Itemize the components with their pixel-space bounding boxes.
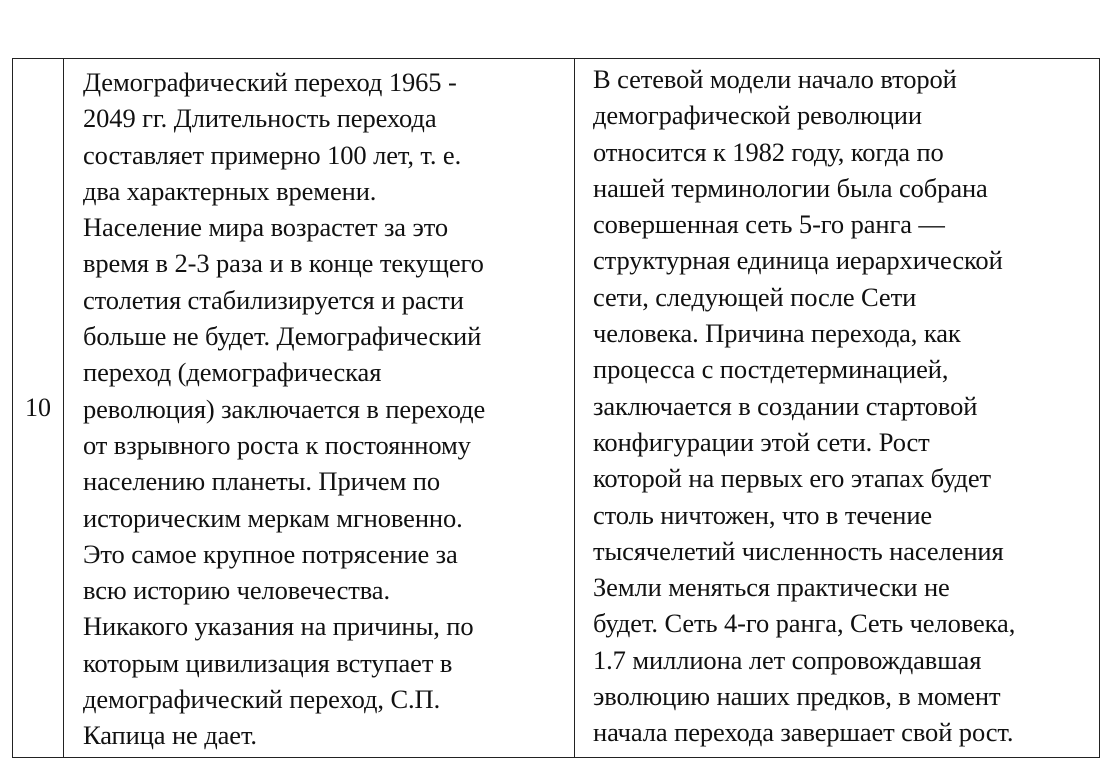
- right-line: будет. Сеть 4-го ранга, Сеть человека,: [593, 608, 1016, 639]
- right-line: В сетевой модели начало второй: [593, 64, 957, 94]
- right-line: нашей терминологии была собрана: [593, 172, 988, 203]
- left-line: всю историю человечества.: [83, 575, 390, 606]
- right-line: процесса с постдетерминацией,: [593, 354, 949, 385]
- left-line: 2049 гг. Длительность перехода: [83, 103, 437, 134]
- right-line: Земли меняться практически не: [593, 572, 950, 603]
- left-line: Никакого указания на причины, по: [83, 611, 474, 642]
- left-line: населению планеты. Причем по: [83, 466, 440, 497]
- right-line: начала перехода завершает свой рост.: [593, 717, 1014, 748]
- row-number: 10: [25, 393, 51, 422]
- left-text-cell: [64, 59, 575, 758]
- left-line: демографический переход, С.П.: [83, 684, 441, 715]
- left-line: переход (демографическая: [83, 357, 382, 388]
- right-line: которой на первых его этапах будет: [593, 463, 992, 494]
- left-line: историческим меркам мгновенно.: [83, 502, 463, 533]
- right-line: совершенная сеть 5-го ранга —: [593, 209, 945, 240]
- left-line: составляет примерно 100 лет, т. е.: [83, 139, 462, 170]
- right-line: относится к 1982 году, когда по: [593, 136, 944, 167]
- right-line: тысячелетий численность населения: [593, 535, 1004, 566]
- left-line: время в 2-3 раза и в конце текущего: [83, 248, 484, 279]
- right-line: 1.7 миллиона лет сопровождавшая: [593, 644, 982, 675]
- left-cell-text: [64, 59, 574, 754]
- document-table: [12, 58, 1100, 758]
- left-line: Население мира возрастет за это: [83, 212, 449, 243]
- right-line: эволюцию наших предков, в момент: [593, 681, 1001, 712]
- left-line: два характерных времени.: [83, 175, 377, 206]
- left-line: Это самое крупное потрясение за: [83, 538, 458, 569]
- right-text-cell: [575, 59, 1100, 758]
- left-line: столетия стабилизируется и расти: [83, 284, 464, 315]
- left-line: больше не будет. Демографический: [83, 321, 482, 352]
- left-line: Демографический переход 1965 -: [83, 67, 457, 97]
- right-line: заключается в создании стартовой: [593, 390, 978, 421]
- row-number-cell: [13, 59, 64, 758]
- right-line: структурная единица иерархической: [593, 245, 1003, 276]
- left-line: от взрывного роста к постоянному: [83, 429, 471, 460]
- right-line: сети, следующей после Сети: [593, 281, 917, 312]
- left-line: которым цивилизация вступает в: [83, 647, 453, 678]
- table-row: [13, 59, 1100, 758]
- left-line: революция) заключается в переходе: [83, 393, 486, 424]
- right-cell-text: [575, 59, 1099, 751]
- right-line: человека. Причина перехода, как: [593, 318, 961, 349]
- left-line: Капица не дает.: [83, 720, 257, 751]
- right-line: демографической революции: [593, 100, 922, 131]
- right-line: столь ничтожен, что в течение: [593, 499, 933, 530]
- right-line: конфигурации этой сети. Рост: [593, 426, 930, 457]
